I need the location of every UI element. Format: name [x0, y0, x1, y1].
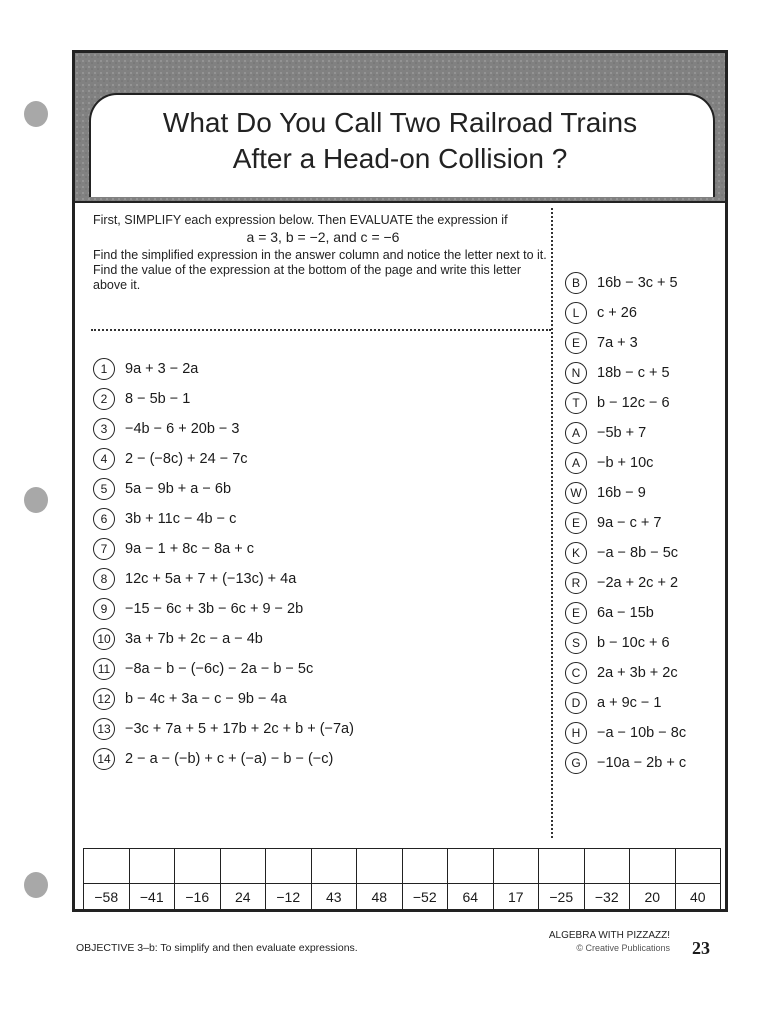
problem-row: [93, 747, 333, 771]
answer-choice: [565, 661, 678, 685]
answer-letter: K: [565, 542, 587, 564]
problem-number: 2: [93, 388, 115, 410]
answer-letter: E: [565, 512, 587, 534]
letter-blank[interactable]: [539, 849, 585, 884]
problem-row: [93, 567, 296, 591]
answer-expression: −10a − 2b + c: [597, 755, 687, 771]
answer-choice: [565, 301, 637, 325]
letter-blank[interactable]: [448, 849, 494, 884]
problem-number: 12: [93, 688, 115, 710]
answer-choice: [565, 271, 678, 295]
answer-value: −16: [175, 884, 221, 911]
letter-blank[interactable]: [630, 849, 676, 884]
publisher-credit: [500, 930, 670, 954]
letter-blank[interactable]: [129, 849, 175, 884]
problem-number: 8: [93, 568, 115, 590]
letter-blank[interactable]: [357, 849, 403, 884]
answer-letter: G: [565, 752, 587, 774]
answer-letter: H: [565, 722, 587, 744]
problem-row: [93, 417, 240, 441]
problem-number: 14: [93, 748, 115, 770]
answer-choice: [565, 361, 670, 385]
answer-choice: [565, 691, 662, 715]
answer-choice: [565, 421, 646, 445]
answer-choice: [565, 391, 670, 415]
problem-row: [93, 357, 198, 381]
answer-value: −32: [584, 884, 630, 911]
answer-values-row: [84, 884, 721, 911]
problem-expression: 9a + 3 − 2a: [125, 361, 199, 377]
answer-letter: W: [565, 482, 587, 504]
answer-expression: 16b − 3c + 5: [597, 275, 678, 291]
problem-row: [93, 447, 248, 471]
answer-letter: E: [565, 602, 587, 624]
answer-expression: b − 12c − 6: [597, 395, 670, 411]
answer-value: 64: [448, 884, 494, 911]
problem-expression: 9a − 1 + 8c − 8a + c: [125, 541, 254, 557]
answer-expression: −a − 10b − 8c: [597, 725, 687, 741]
answer-value: 24: [220, 884, 266, 911]
answer-value: 17: [493, 884, 539, 911]
objective-text: OBJECTIVE 3–b: To simplify and then evaluate expressions.: [76, 942, 358, 954]
problem-row: [93, 717, 354, 741]
answer-value: −25: [539, 884, 585, 911]
letter-blank[interactable]: [311, 849, 357, 884]
problem-expression: −8a − b − (−6c) − 2a − b − 5c: [125, 661, 314, 677]
punch-hole-top: [24, 101, 48, 127]
title-line-2: After a Head-on Collision ?: [232, 143, 568, 174]
answer-expression: 7a + 3: [597, 335, 638, 351]
problem-expression: 12c + 5a + 7 + (−13c) + 4a: [125, 571, 297, 587]
answer-expression: 2a + 3b + 2c: [597, 665, 678, 681]
problem-number: 13: [93, 718, 115, 740]
answer-expression: b − 10c + 6: [597, 635, 670, 651]
answer-letter: C: [565, 662, 587, 684]
problem-row: [93, 597, 303, 621]
answer-value: 48: [357, 884, 403, 911]
answer-expression: 6a − 15b: [597, 605, 654, 621]
answer-value: −41: [129, 884, 175, 911]
answer-expression: −b + 10c: [597, 455, 654, 471]
answer-value: 43: [311, 884, 357, 911]
letter-blank[interactable]: [493, 849, 539, 884]
answer-choice: [565, 751, 686, 775]
answer-letter: B: [565, 272, 587, 294]
answer-expression: c + 26: [597, 305, 637, 321]
answer-value: −12: [266, 884, 312, 911]
instructions-intro: First, SIMPLIFY each expression below. Then EVALUATE the expression if: [93, 213, 508, 227]
answer-letter: A: [565, 452, 587, 474]
instructions: [93, 213, 553, 293]
problem-expression: 2 − a − (−b) + c + (−a) − b − (−c): [125, 751, 334, 767]
answer-choice: [565, 511, 662, 535]
problem-row: [93, 537, 254, 561]
problem-expression: 3b + 11c − 4b − c: [125, 511, 237, 527]
page-number: 23: [692, 938, 710, 958]
answer-choice: [565, 601, 654, 625]
copyright: © Creative Publications: [576, 943, 670, 953]
problem-row: [93, 387, 190, 411]
book-title: ALGEBRA WITH PIZZAZZ!: [548, 930, 670, 941]
answer-grid: [83, 848, 721, 911]
problem-row: [93, 477, 231, 501]
answer-choice: [565, 571, 678, 595]
worksheet: [72, 50, 728, 912]
answer-choice: [565, 541, 678, 565]
problem-number: 9: [93, 598, 115, 620]
title-banner: [75, 53, 725, 203]
page-title: [95, 105, 705, 177]
given-values: a = 3, b = −2, and c = −6: [246, 229, 400, 245]
letter-blank[interactable]: [220, 849, 266, 884]
divider-horizontal: [91, 329, 551, 331]
answer-letter: A: [565, 422, 587, 444]
answer-choice: [565, 331, 638, 355]
letter-blanks-row: [84, 849, 721, 884]
answer-expression: −a − 8b − 5c: [597, 545, 679, 561]
problem-row: [93, 657, 313, 681]
answer-choice: [565, 451, 653, 475]
punch-hole-bottom: [24, 872, 48, 898]
letter-blank[interactable]: [175, 849, 221, 884]
answer-letter: D: [565, 692, 587, 714]
problem-expression: 2 − (−8c) + 24 − 7c: [125, 451, 248, 467]
answer-expression: a + 9c − 1: [597, 695, 662, 711]
problem-expression: −4b − 6 + 20b − 3: [125, 421, 240, 437]
divider-vertical: [551, 208, 553, 838]
letter-blank[interactable]: [266, 849, 312, 884]
answer-letter: S: [565, 632, 587, 654]
answer-expression: −2a + 2c + 2: [597, 575, 679, 591]
letter-blank[interactable]: [402, 849, 448, 884]
answer-choice: [565, 721, 686, 745]
problem-number: 6: [93, 508, 115, 530]
answer-letter: N: [565, 362, 587, 384]
answer-letter: E: [565, 332, 587, 354]
answer-letter: L: [565, 302, 587, 324]
answer-value: 20: [630, 884, 676, 911]
letter-blank[interactable]: [84, 849, 130, 884]
problem-expression: −3c + 7a + 5 + 17b + 2c + b + (−7a): [125, 721, 354, 737]
problem-row: [93, 507, 236, 531]
problem-number: 3: [93, 418, 115, 440]
answer-choice: [565, 631, 670, 655]
title-line-1: What Do You Call Two Railroad Trains: [162, 107, 638, 138]
letter-blank[interactable]: [675, 849, 721, 884]
answer-expression: 9a − c + 7: [597, 515, 662, 531]
instructions-detail: Find the simplified expression in the answer column and notice the letter next to it. Find the value of the expression at the bottom of the page and write this letter above it.: [93, 248, 547, 292]
problem-row: [93, 687, 287, 711]
answer-expression: 18b − c + 5: [597, 365, 670, 381]
answer-expression: 16b − 9: [597, 485, 646, 501]
problem-expression: −15 − 6c + 3b − 6c + 9 − 2b: [125, 601, 304, 617]
problem-number: 10: [93, 628, 115, 650]
problem-row: [93, 627, 263, 651]
problem-expression: 8 − 5b − 1: [125, 391, 191, 407]
problem-number: 1: [93, 358, 115, 380]
punch-hole-middle: [24, 487, 48, 513]
answer-letter: R: [565, 572, 587, 594]
answer-expression: −5b + 7: [597, 425, 647, 441]
problem-expression: 3a + 7b + 2c − a − 4b: [125, 631, 263, 647]
letter-blank[interactable]: [584, 849, 630, 884]
answer-value: −58: [84, 884, 130, 911]
answer-letter: T: [565, 392, 587, 414]
problem-number: 5: [93, 478, 115, 500]
answer-choice: [565, 481, 646, 505]
answer-value: 40: [675, 884, 721, 911]
answer-value: −52: [402, 884, 448, 911]
problem-expression: b − 4c + 3a − c − 9b − 4a: [125, 691, 287, 707]
problem-number: 7: [93, 538, 115, 560]
problem-number: 4: [93, 448, 115, 470]
problem-number: 11: [93, 658, 115, 680]
problem-expression: 5a − 9b + a − 6b: [125, 481, 232, 497]
